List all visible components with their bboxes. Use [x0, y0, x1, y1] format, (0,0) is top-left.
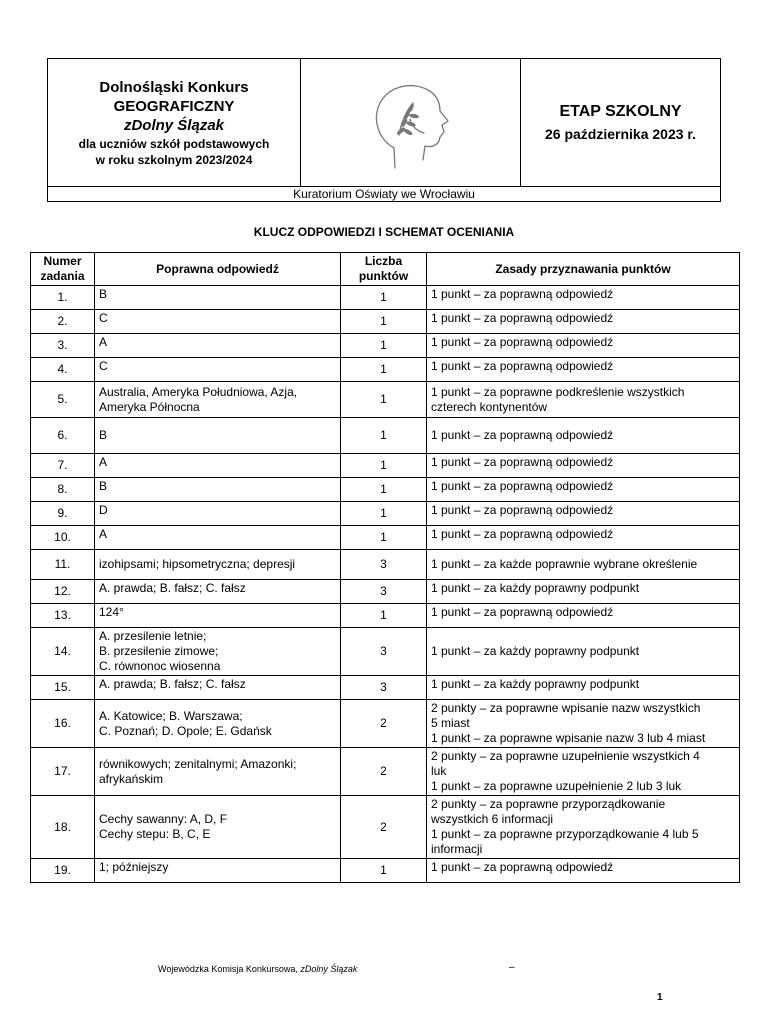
- footer-committee-text: Wojewódzka Komisja Konkursowa,: [158, 964, 301, 974]
- points-cell: 2: [341, 796, 427, 859]
- task-number-cell: 4.: [31, 358, 95, 382]
- table-row: [31, 418, 740, 454]
- answer-cell: [95, 286, 341, 310]
- points-cell: 1: [341, 334, 427, 358]
- answer-cell-line: Australia, Ameryka Południowa, Azja,: [99, 384, 298, 399]
- table-row: [31, 358, 740, 382]
- scoring-rule-cell: [427, 382, 740, 418]
- table-row: [31, 676, 740, 700]
- task-number-cell: 6.: [31, 418, 95, 454]
- table-row: [31, 604, 740, 628]
- points-cell: 3: [341, 676, 427, 700]
- points-cell: 2: [341, 700, 427, 748]
- logo-cell: [301, 59, 521, 186]
- task-number-cell: 3.: [31, 334, 95, 358]
- col-header-points: Liczba punktów: [341, 253, 427, 286]
- task-number-cell: 8.: [31, 478, 95, 502]
- scoring-rule-cell-line: 1 punkt – za poprawną odpowiedź: [431, 479, 614, 493]
- answer-cell-line: 1; późniejszy: [99, 860, 169, 874]
- points-cell: 3: [341, 550, 427, 580]
- answer-cell-line: Cechy sawanny: A, D, F: [99, 812, 228, 826]
- answer-cell: [95, 859, 341, 883]
- answer-cell: [95, 748, 341, 796]
- stage-block: [521, 59, 720, 186]
- footer-contest-brand: zDolny Ślązak: [300, 964, 358, 974]
- scoring-rule-cell: [427, 286, 740, 310]
- scoring-rule-cell-line: 2 punkty – za poprawne wpisanie nazw wszystkich: [431, 701, 701, 715]
- answer-cell-line: C: [99, 359, 108, 373]
- scoring-rule-cell-line: 1 punkt – za poprawną odpowiedź: [431, 455, 614, 469]
- answer-cell-line: 124°: [99, 605, 124, 619]
- scoring-rule-cell: [427, 796, 740, 859]
- contest-title-line2: GEOGRAFICZNY: [113, 97, 235, 115]
- scoring-rule-cell-line: 1 punkt – za poprawną odpowiedź: [431, 359, 614, 373]
- task-number-cell: 16.: [31, 700, 95, 748]
- scoring-rule-cell-line: 2 punkty – za poprawne przyporządkowanie: [431, 797, 666, 811]
- answer-cell-line: A. Katowice; B. Warszawa;: [99, 708, 243, 723]
- contest-name-block: [48, 59, 301, 186]
- answer-cell-line: Ameryka Północna: [99, 399, 200, 414]
- scoring-rule-cell-line: 1 punkt – za poprawne przyporządkowanie 4 lub 5: [431, 827, 699, 841]
- answer-cell: [95, 604, 341, 628]
- task-number-cell: 9.: [31, 502, 95, 526]
- scoring-rule-cell: [427, 478, 740, 502]
- scoring-rule-cell: [427, 358, 740, 382]
- points-cell: 1: [341, 859, 427, 883]
- head-with-laurel-icon: [301, 59, 521, 186]
- points-cell: 1: [341, 382, 427, 418]
- scoring-rule-cell: [427, 604, 740, 628]
- answer-cell-line: C: [99, 311, 108, 325]
- table-row: [31, 478, 740, 502]
- contest-brand: zDolny Ślązak: [123, 116, 225, 134]
- task-number-cell: 5.: [31, 382, 95, 418]
- table-header-row: [31, 253, 740, 286]
- points-cell: 2: [341, 748, 427, 796]
- answer-cell: [95, 382, 341, 418]
- scoring-rule-cell: [427, 418, 740, 454]
- scoring-rule-cell: [427, 502, 740, 526]
- task-number-cell: 18.: [31, 796, 95, 859]
- answer-cell: [95, 628, 341, 676]
- points-cell: 1: [341, 358, 427, 382]
- table-row: [31, 382, 740, 418]
- page-number: 1: [657, 992, 663, 1003]
- answer-cell-line: A. przesilenie letnie;: [99, 629, 207, 643]
- authority-label: Kuratorium Oświaty we Wrocławiu: [48, 186, 720, 201]
- col-header-scoring-rules: Zasady przyznawania punktów: [427, 253, 740, 286]
- answer-cell: [95, 700, 341, 748]
- table-row: [31, 526, 740, 550]
- answer-cell: [95, 526, 341, 550]
- scoring-rule-cell: [427, 859, 740, 883]
- col-header-task-number: Numer zadania: [31, 253, 95, 286]
- points-cell: 1: [341, 310, 427, 334]
- points-cell: 1: [341, 502, 427, 526]
- answer-cell: [95, 454, 341, 478]
- points-cell: 1: [341, 418, 427, 454]
- task-number-cell: 2.: [31, 310, 95, 334]
- answer-cell-line: A: [99, 527, 108, 541]
- task-number-cell: 17.: [31, 748, 95, 796]
- table-row: [31, 310, 740, 334]
- scoring-rule-cell: [427, 700, 740, 748]
- scoring-rule-cell-line: 1 punkt – za poprawną odpowiedź: [431, 605, 614, 619]
- scoring-rule-cell-line: 1 punkt – za poprawną odpowiedź: [431, 428, 614, 442]
- answer-key-table: [30, 252, 740, 883]
- answer-cell-line: B: [99, 287, 108, 301]
- answer-cell-line: B. przesilenie zimowe;: [99, 644, 219, 658]
- table-row: [31, 796, 740, 859]
- answer-cell-line: C. równonoc wiosenna: [99, 659, 221, 673]
- scoring-rule-cell: [427, 550, 740, 580]
- scoring-rule-cell-line: 1 punkt – za poprawną odpowiedź: [431, 335, 614, 349]
- points-cell: 1: [341, 454, 427, 478]
- task-number-cell: 11.: [31, 550, 95, 580]
- answer-cell: [95, 550, 341, 580]
- answer-cell: [95, 676, 341, 700]
- scoring-rule-cell: [427, 526, 740, 550]
- task-number-cell: 14.: [31, 628, 95, 676]
- table-row: [31, 550, 740, 580]
- scoring-rule-cell-line: 1 punkt – za poprawną odpowiedź: [431, 527, 614, 541]
- answer-cell: [95, 334, 341, 358]
- task-number-cell: 7.: [31, 454, 95, 478]
- scoring-rule-cell-line: 1 punkt – za poprawną odpowiedź: [431, 311, 614, 325]
- scoring-rule-cell-line: 1 punkt – za poprawną odpowiedź: [431, 860, 614, 874]
- points-cell: 1: [341, 286, 427, 310]
- scoring-rule-cell-line: 1 punkt – za poprawną odpowiedź: [431, 503, 614, 517]
- footer-dash: –: [509, 962, 515, 973]
- scoring-rule-cell: [427, 676, 740, 700]
- answer-cell-line: A: [99, 455, 108, 469]
- table-row: [31, 286, 740, 310]
- scoring-rule-cell: [427, 310, 740, 334]
- answer-cell-line: A: [99, 335, 108, 349]
- exam-date: 26 października 2023 r.: [545, 125, 696, 142]
- task-number-cell: 13.: [31, 604, 95, 628]
- answer-cell: [95, 358, 341, 382]
- answer-cell: [95, 796, 341, 859]
- scoring-rule-cell-line: informacji: [431, 842, 483, 856]
- table-row: [31, 334, 740, 358]
- points-cell: 3: [341, 628, 427, 676]
- answer-cell: [95, 310, 341, 334]
- task-number-cell: 12.: [31, 580, 95, 604]
- task-number-cell: 15.: [31, 676, 95, 700]
- answer-cell-line: izohipsami; hipsometryczna; depresji: [99, 557, 296, 571]
- contest-audience: dla uczniów szkół podstawowych: [78, 136, 270, 151]
- answer-cell-line: B: [99, 479, 108, 493]
- answer-cell-line: równikowych; zenitalnymi; Amazonki;: [99, 756, 297, 771]
- answer-cell-line: C. Poznań; D. Opole; E. Gdańsk: [99, 723, 272, 738]
- table-row: [31, 700, 740, 748]
- table-row: [31, 580, 740, 604]
- task-number-cell: 10.: [31, 526, 95, 550]
- scoring-rule-cell: [427, 334, 740, 358]
- table-row: [31, 748, 740, 796]
- contest-school-year: w roku szkolnym 2023/2024: [95, 152, 253, 167]
- answer-cell-line: D: [99, 503, 108, 517]
- answer-cell-line: afrykańskim: [99, 771, 164, 786]
- table-row: [31, 859, 740, 883]
- scoring-rule-cell-line: 1 punkt – za każdy poprawny podpunkt: [431, 581, 640, 595]
- scoring-rule-cell-line: 1 punkt – za poprawne wpisanie nazw 3 lub 4 miast: [431, 731, 706, 745]
- points-cell: 1: [341, 604, 427, 628]
- table-row: [31, 628, 740, 676]
- answer-cell-line: A. prawda; B. fałsz; C. fałsz: [99, 677, 246, 691]
- answer-cell-line: A. prawda; B. fałsz; C. fałsz: [99, 581, 246, 595]
- task-number-cell: 1.: [31, 286, 95, 310]
- points-cell: 3: [341, 580, 427, 604]
- scoring-rule-cell-line: 1 punkt – za każdy poprawny podpunkt: [431, 644, 640, 658]
- contest-title-line1: Dolnośląski Konkurs: [99, 78, 249, 96]
- footer-committee: [158, 964, 357, 974]
- points-cell: 1: [341, 526, 427, 550]
- scoring-rule-cell: [427, 628, 740, 676]
- scoring-rule-cell-line: 1 punkt – za poprawne podkreślenie wszystkich: [431, 384, 685, 399]
- scoring-rule-cell-line: 1 punkt – za każde poprawnie wybrane określenie: [431, 557, 698, 571]
- answer-cell-line: Cechy stepu: B, C, E: [99, 827, 211, 841]
- scoring-rule-cell-line: luk: [431, 764, 447, 778]
- header-box: [47, 58, 721, 202]
- scoring-rule-cell-line: 1 punkt – za każdy poprawny podpunkt: [431, 677, 640, 691]
- scoring-rule-cell-line: 1 punkt – za poprawne uzupełnienie 2 lub 3 luk: [431, 779, 682, 793]
- answer-cell: [95, 478, 341, 502]
- scoring-rule-cell-line: wszystkich 6 informacji: [431, 812, 554, 826]
- scoring-rule-cell: [427, 580, 740, 604]
- scoring-rule-cell: [427, 454, 740, 478]
- table-row: [31, 502, 740, 526]
- scoring-rule-cell-line: 2 punkty – za poprawne uzupełnienie wszystkich 4: [431, 749, 700, 763]
- scoring-rule-cell: [427, 748, 740, 796]
- scoring-rule-cell-line: 1 punkt – za poprawną odpowiedź: [431, 287, 614, 301]
- answer-cell: [95, 418, 341, 454]
- answer-cell: [95, 580, 341, 604]
- stage-title: ETAP SZKOLNY: [559, 102, 682, 120]
- document-title: KLUCZ ODPOWIEDZI I SCHEMAT OCENIANIA: [253, 225, 515, 239]
- table-row: [31, 454, 740, 478]
- scoring-rule-cell-line: 5 miast: [431, 716, 470, 730]
- scoring-rule-cell-line: czterech kontynentów: [431, 399, 548, 414]
- answer-cell: [95, 502, 341, 526]
- task-number-cell: 19.: [31, 859, 95, 883]
- points-cell: 1: [341, 478, 427, 502]
- answer-cell-line: B: [99, 428, 108, 442]
- col-header-correct-answer: Poprawna odpowiedź: [95, 253, 341, 286]
